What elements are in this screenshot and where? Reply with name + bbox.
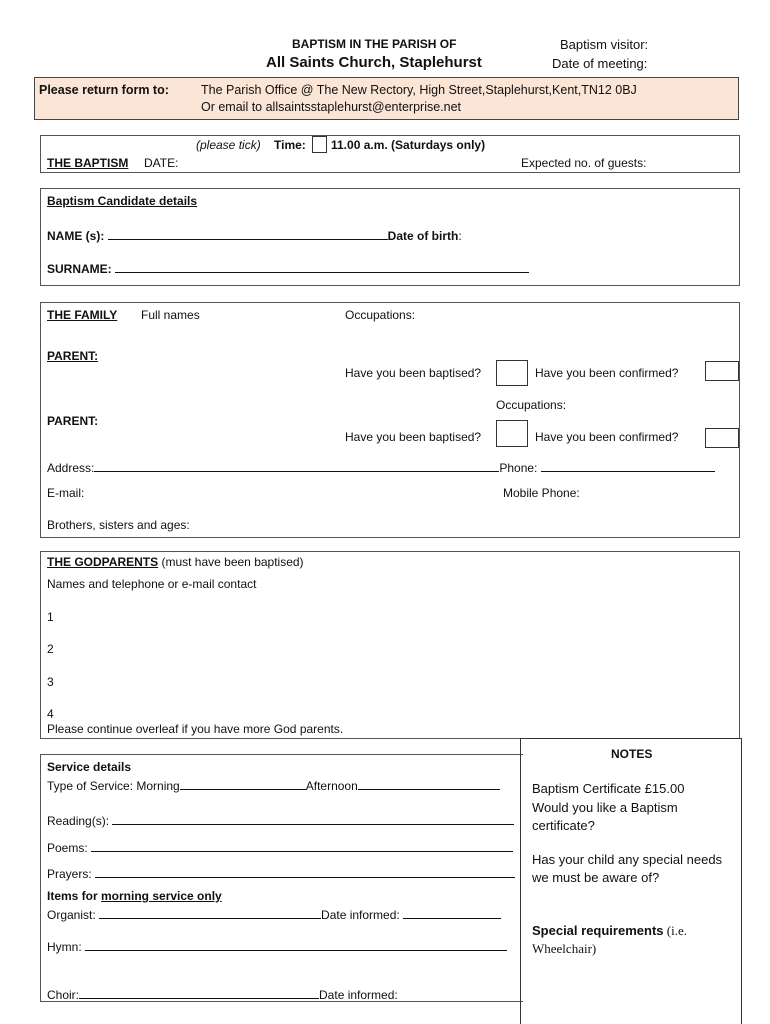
- baptism-heading: THE BAPTISM: [47, 156, 129, 170]
- readings-label: Reading(s):: [47, 814, 110, 828]
- organist-date-line[interactable]: [403, 906, 501, 919]
- name-field[interactable]: [47, 227, 462, 243]
- afternoon-label: Afternoon: [305, 779, 358, 793]
- candidate-heading: Baptism Candidate details: [47, 194, 198, 208]
- godparents-subtitle: Names and telephone or e-mail contact: [47, 577, 257, 591]
- special-needs-question: Has your child any special needs we must be aware of?: [532, 852, 723, 885]
- godparent-number-3[interactable]: 3: [47, 675, 54, 689]
- candidate-section: [40, 188, 740, 286]
- hymn-line[interactable]: [85, 938, 507, 951]
- godparent-number-2[interactable]: 2: [47, 642, 54, 656]
- special-req-example: (i.e. Wheelchair): [532, 923, 687, 956]
- return-address-line: The Parish Office @ The New Rectory, High Street,Staplehurst,Kent,TN12 0BJ: [201, 83, 637, 97]
- godparents-note: (must have been baptised): [161, 555, 304, 569]
- dob-label: Date of birth: [387, 229, 459, 243]
- confirmed-question-1: Have you been confirmed?: [535, 366, 679, 380]
- mobile-label[interactable]: Mobile Phone:: [503, 486, 580, 500]
- full-names-label: Full names: [141, 308, 200, 322]
- name-line[interactable]: [108, 227, 388, 240]
- confirmed-checkbox-2[interactable]: [705, 428, 739, 448]
- surname-line[interactable]: [115, 260, 529, 273]
- choir-label: Choir:: [47, 988, 80, 1002]
- confirmed-checkbox-1[interactable]: [705, 361, 739, 381]
- organist-field[interactable]: [47, 906, 501, 922]
- meeting-label: Date of meeting:: [552, 56, 648, 71]
- date-informed-label-2: Date informed:: [319, 988, 398, 1002]
- service-section: [40, 754, 523, 1002]
- afternoon-line[interactable]: [358, 777, 500, 790]
- guests-label[interactable]: Expected no. of guests:: [521, 156, 647, 170]
- occupations-label-2: Occupations:: [496, 398, 567, 412]
- family-section: [40, 302, 740, 538]
- return-label: Please return form to:: [39, 83, 169, 97]
- parent-2-label: PARENT:: [47, 414, 99, 428]
- prayers-label: Prayers:: [47, 867, 92, 881]
- time-option: 11.00 a.m. (Saturdays only): [331, 138, 486, 152]
- occupations-label-1: Occupations:: [345, 308, 416, 322]
- godparents-section: [40, 551, 740, 739]
- address-label: Address:: [47, 461, 95, 475]
- poems-field[interactable]: [47, 839, 513, 855]
- readings-line[interactable]: [112, 812, 514, 825]
- godparents-heading: THE GODPARENTS: [47, 555, 159, 569]
- baptised-question-1: Have you been baptised?: [345, 366, 482, 380]
- baptism-date-label[interactable]: DATE:: [144, 156, 179, 170]
- address-field[interactable]: [47, 459, 715, 475]
- phone-line[interactable]: [541, 459, 715, 472]
- baptised-question-2: Have you been baptised?: [345, 430, 482, 444]
- service-type-label: Type of Service: Morning: [47, 779, 180, 793]
- godparents-header: [47, 555, 304, 569]
- notes-panel: [520, 738, 742, 1024]
- godparent-number-4[interactable]: 4: [47, 707, 54, 721]
- morning-line[interactable]: [180, 777, 306, 790]
- poems-label: Poems:: [47, 841, 88, 855]
- family-heading: THE FAMILY: [47, 308, 118, 322]
- choir-line[interactable]: [79, 986, 319, 999]
- morning-only-heading: [47, 889, 222, 903]
- parent-1-label: PARENT:: [47, 349, 99, 363]
- readings-field[interactable]: [47, 812, 514, 828]
- name-label: NAME (s):: [47, 229, 105, 243]
- time-label: Time:: [274, 138, 306, 152]
- notes-heading: NOTES: [611, 747, 653, 761]
- please-tick-note: (please tick): [196, 138, 261, 152]
- prayers-line[interactable]: [95, 865, 515, 878]
- organist-label: Organist:: [47, 908, 96, 922]
- morning-only-prefix: Items for: [47, 889, 102, 903]
- siblings-label[interactable]: Brothers, sisters and ages:: [47, 518, 190, 532]
- prayers-field[interactable]: [47, 865, 515, 881]
- organist-line[interactable]: [99, 906, 321, 919]
- hymn-field[interactable]: [47, 938, 507, 954]
- confirmed-question-2: Have you been confirmed?: [535, 430, 679, 444]
- baptised-checkbox-2[interactable]: [496, 420, 528, 447]
- return-address-box: [34, 77, 739, 120]
- service-heading: Service details: [47, 760, 132, 774]
- church-name: All Saints Church, Staplehurst: [266, 54, 482, 71]
- morning-only-underlined: morning service only: [101, 889, 222, 903]
- visitor-label: Baptism visitor:: [560, 37, 649, 52]
- email-label[interactable]: E-mail:: [47, 486, 85, 500]
- poems-line[interactable]: [91, 839, 513, 852]
- dob-colon: :: [458, 229, 462, 243]
- surname-label: SURNAME:: [47, 262, 112, 276]
- service-type-field[interactable]: [47, 777, 500, 793]
- certificate-question: Would you like a Baptism certificate?: [532, 800, 678, 833]
- baptism-section: [40, 135, 740, 173]
- continue-note: Please continue overleaf if you have more God parents.: [47, 722, 344, 736]
- choir-field[interactable]: [47, 986, 398, 1002]
- return-email-line: Or email to allsaintsstaplehurst@enterprise.net: [201, 100, 462, 114]
- baptised-checkbox-1[interactable]: [496, 360, 528, 386]
- address-line[interactable]: [94, 459, 499, 472]
- certificate-fee: Baptism Certificate £15.00: [532, 781, 685, 796]
- phone-label: Phone:: [499, 461, 538, 475]
- form-title: BAPTISM IN THE PARISH OF: [292, 37, 457, 51]
- hymn-label: Hymn:: [47, 940, 82, 954]
- time-checkbox[interactable]: [312, 136, 327, 153]
- special-requirements: [532, 922, 732, 958]
- date-informed-label-1: Date informed:: [321, 908, 400, 922]
- surname-field[interactable]: [47, 260, 529, 276]
- godparent-number-1[interactable]: 1: [47, 610, 54, 624]
- special-req-label: Special requirements: [532, 923, 664, 938]
